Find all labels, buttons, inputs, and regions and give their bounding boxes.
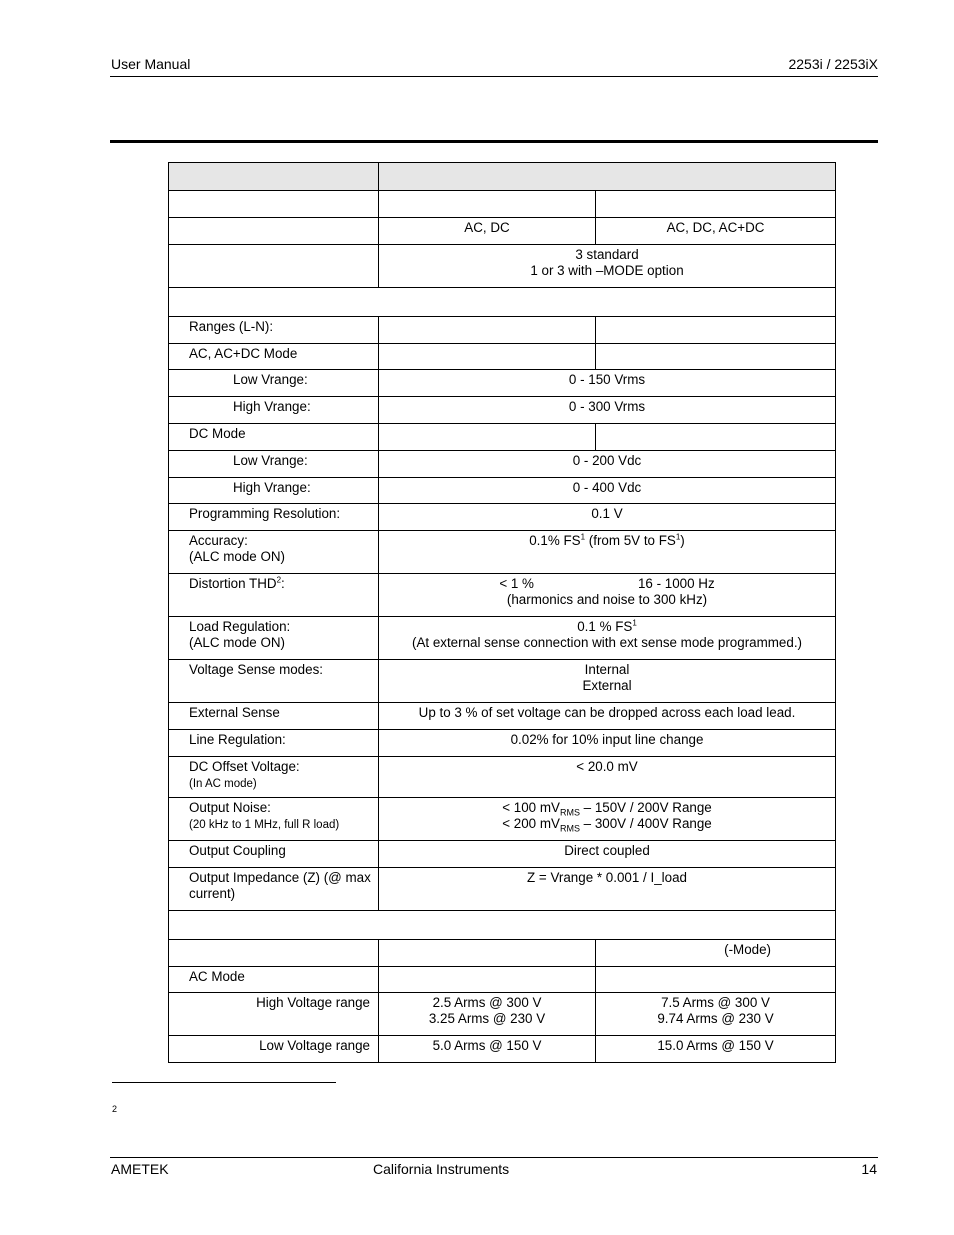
table-row [169, 344, 836, 370]
table-row [169, 504, 836, 531]
table-cell [596, 317, 836, 344]
table-row [169, 993, 836, 1036]
footnote-rule [112, 1082, 336, 1083]
footer-company: AMETEK [111, 1161, 169, 1177]
noise-val1-b: – 150V / 200V Range [579, 800, 712, 815]
table-row [169, 245, 836, 288]
ext-sense-value: Up to 3 % of set voltage can be dropped across each load lead. [379, 703, 836, 730]
high-v-col2-l1: 7.5 Arms @ 300 V [661, 995, 770, 1010]
line-reg-label: Line Regulation: [169, 730, 379, 757]
signal-ac-dc-acdc: AC, DC, AC+DC [596, 218, 836, 245]
noise-val2-sub: RMS [559, 823, 580, 834]
accuracy-value [379, 531, 836, 574]
table-row [169, 868, 836, 911]
prog-res-label: Programming Resolution: [169, 504, 379, 531]
load-reg-sub: (ALC mode ON) [189, 635, 285, 650]
accuracy-val-a: 0.1% FS [529, 533, 581, 548]
table-cell [169, 163, 379, 191]
footnote-ref: 1 [580, 532, 586, 542]
ac-mode-label: AC Mode [169, 967, 379, 993]
header-model: 2253i / 2253iX [788, 56, 878, 72]
ac-acdc-mode-label: AC, AC+DC Mode [169, 344, 379, 370]
table-row [169, 451, 836, 478]
phases-line1: 3 standard [575, 247, 639, 262]
high-v-col2-l2: 9.74 Arms @ 230 V [657, 1011, 774, 1026]
table-row [169, 478, 836, 504]
table-row [169, 317, 836, 344]
vsense-internal: Internal [584, 662, 630, 677]
prog-res-value: 0.1 V [379, 504, 836, 531]
footnote-ref: 2 [276, 575, 282, 585]
table-row [169, 798, 836, 841]
table-row [169, 531, 836, 574]
section-rule [110, 140, 878, 143]
table-cell [169, 245, 379, 288]
table-row [169, 617, 836, 660]
phases-value [379, 245, 836, 288]
noise-sub: (20 kHz to 1 MHz, full R load) [189, 819, 340, 831]
noise-val1-a: < 100 mV [502, 800, 560, 815]
mode-col-label: (-Mode) [596, 940, 836, 967]
accuracy-val-b: (from 5V to FS [585, 533, 676, 548]
coupling-label: Output Coupling [169, 841, 379, 868]
ranges-label: Ranges (L-N): [169, 317, 379, 344]
high-vrange-dc-value: 0 - 400 Vdc [379, 478, 836, 504]
vsense-value [379, 660, 836, 703]
table-row [169, 703, 836, 730]
high-v-col2 [596, 993, 836, 1036]
high-vrange-ac-value: 0 - 300 Vrms [379, 397, 836, 424]
table-cell [379, 344, 596, 370]
noise-title: Output Noise: [189, 800, 271, 815]
low-v-col1: 5.0 Arms @ 150 V [379, 1036, 596, 1063]
table-row [169, 397, 836, 424]
high-vrange-dc-label: High Vrange: [169, 478, 379, 504]
table-section-row [169, 911, 836, 940]
table-cell [169, 940, 379, 967]
accuracy-sub: (ALC mode ON) [189, 549, 285, 564]
noise-value [379, 798, 836, 841]
noise-val2-a: < 200 mV [502, 816, 560, 831]
table-row [169, 967, 836, 993]
dc-offset-value: < 20.0 mV [379, 757, 836, 798]
table-row [169, 660, 836, 703]
vsense-external: External [582, 678, 632, 693]
table-cell [169, 218, 379, 245]
dc-offset-title: DC Offset Voltage: [189, 759, 300, 774]
accuracy-label [169, 531, 379, 574]
high-v-col1-l2: 3.25 Arms @ 230 V [428, 1011, 546, 1026]
footnote-ref: 1 [632, 618, 637, 628]
low-v-range-label: Low Voltage range [169, 1036, 379, 1063]
ext-sense-label: External Sense [169, 703, 379, 730]
table-row [169, 1036, 836, 1063]
table-cell [379, 163, 836, 191]
load-reg-label [169, 617, 379, 660]
footer-division: California Instruments [373, 1161, 510, 1177]
table-cell [596, 344, 836, 370]
low-v-col2: 15.0 Arms @ 150 V [596, 1036, 836, 1063]
load-reg-title: Load Regulation: [189, 619, 291, 634]
table-cell [596, 967, 836, 993]
high-v-col1-l1: 2.5 Arms @ 300 V [432, 995, 542, 1010]
table-cell [379, 191, 596, 218]
table-row [169, 370, 836, 397]
distortion-colon: : [281, 576, 285, 591]
high-v-col1 [379, 993, 596, 1036]
impedance-label: Output Impedance (Z) (@ max current) [169, 868, 379, 911]
vsense-label: Voltage Sense modes: [169, 660, 379, 703]
table-section-row [169, 288, 836, 317]
low-vrange-dc-value: 0 - 200 Vdc [379, 451, 836, 478]
distortion-val-c: (harmonics and noise to 300 kHz) [506, 592, 708, 607]
table-cell [596, 191, 836, 218]
accuracy-val-c: ) [680, 533, 685, 548]
table-cell [379, 317, 596, 344]
distortion-value [379, 574, 836, 617]
signal-ac-dc: AC, DC [379, 218, 596, 245]
table-row [169, 424, 836, 451]
table-header-row [169, 163, 836, 191]
noise-val2-b: – 300V / 400V Range [579, 816, 712, 831]
footnote-ref: 1 [675, 532, 681, 542]
impedance-value: Z = Vrange * 0.001 / I_load [379, 868, 836, 911]
distortion-val-b: 16 - 1000 Hz [637, 576, 715, 591]
low-vrange-dc-label: Low Vrange: [169, 451, 379, 478]
noise-val1-sub: RMS [559, 807, 580, 818]
high-v-range-label: High Voltage range [169, 993, 379, 1036]
table-row [169, 757, 836, 798]
noise-label [169, 798, 379, 841]
load-reg-val2: (At external sense connection with ext sense mode programmed.) [411, 635, 802, 650]
distortion-title: Distortion THD [189, 576, 277, 591]
table-cell [379, 424, 596, 451]
load-reg-value [379, 617, 836, 660]
load-reg-val: 0.1 % FS [577, 619, 633, 634]
dc-mode-label: DC Mode [169, 424, 379, 451]
table-cell [379, 940, 596, 967]
page-number: 14 [861, 1161, 877, 1177]
table-cell [169, 191, 379, 218]
phases-line2: 1 or 3 with –MODE option [530, 263, 684, 278]
table-cell [379, 967, 596, 993]
footer-rule [110, 1157, 878, 1158]
table-cell [596, 424, 836, 451]
table-cell [169, 288, 836, 317]
table-row [169, 841, 836, 868]
low-vrange-ac-value: 0 - 150 Vrms [379, 370, 836, 397]
table-row [169, 730, 836, 757]
high-vrange-label: High Vrange: [169, 397, 379, 424]
line-reg-value: 0.02% for 10% input line change [379, 730, 836, 757]
table-row [169, 218, 836, 245]
dc-offset-label [169, 757, 379, 798]
table-row [169, 574, 836, 617]
table-cell [169, 911, 836, 940]
accuracy-title: Accuracy: [189, 533, 248, 548]
table-row [169, 191, 836, 218]
low-vrange-label: Low Vrange: [169, 370, 379, 397]
distortion-val-a: < 1 % [499, 576, 534, 591]
distortion-label [169, 574, 379, 617]
footnote-mark: 2 [112, 1104, 118, 1114]
header-rule [110, 76, 878, 77]
spec-table [168, 162, 836, 1063]
header-title: User Manual [111, 56, 191, 72]
coupling-value: Direct coupled [379, 841, 836, 868]
dc-offset-sub: (In AC mode) [189, 778, 257, 790]
table-row [169, 940, 836, 967]
